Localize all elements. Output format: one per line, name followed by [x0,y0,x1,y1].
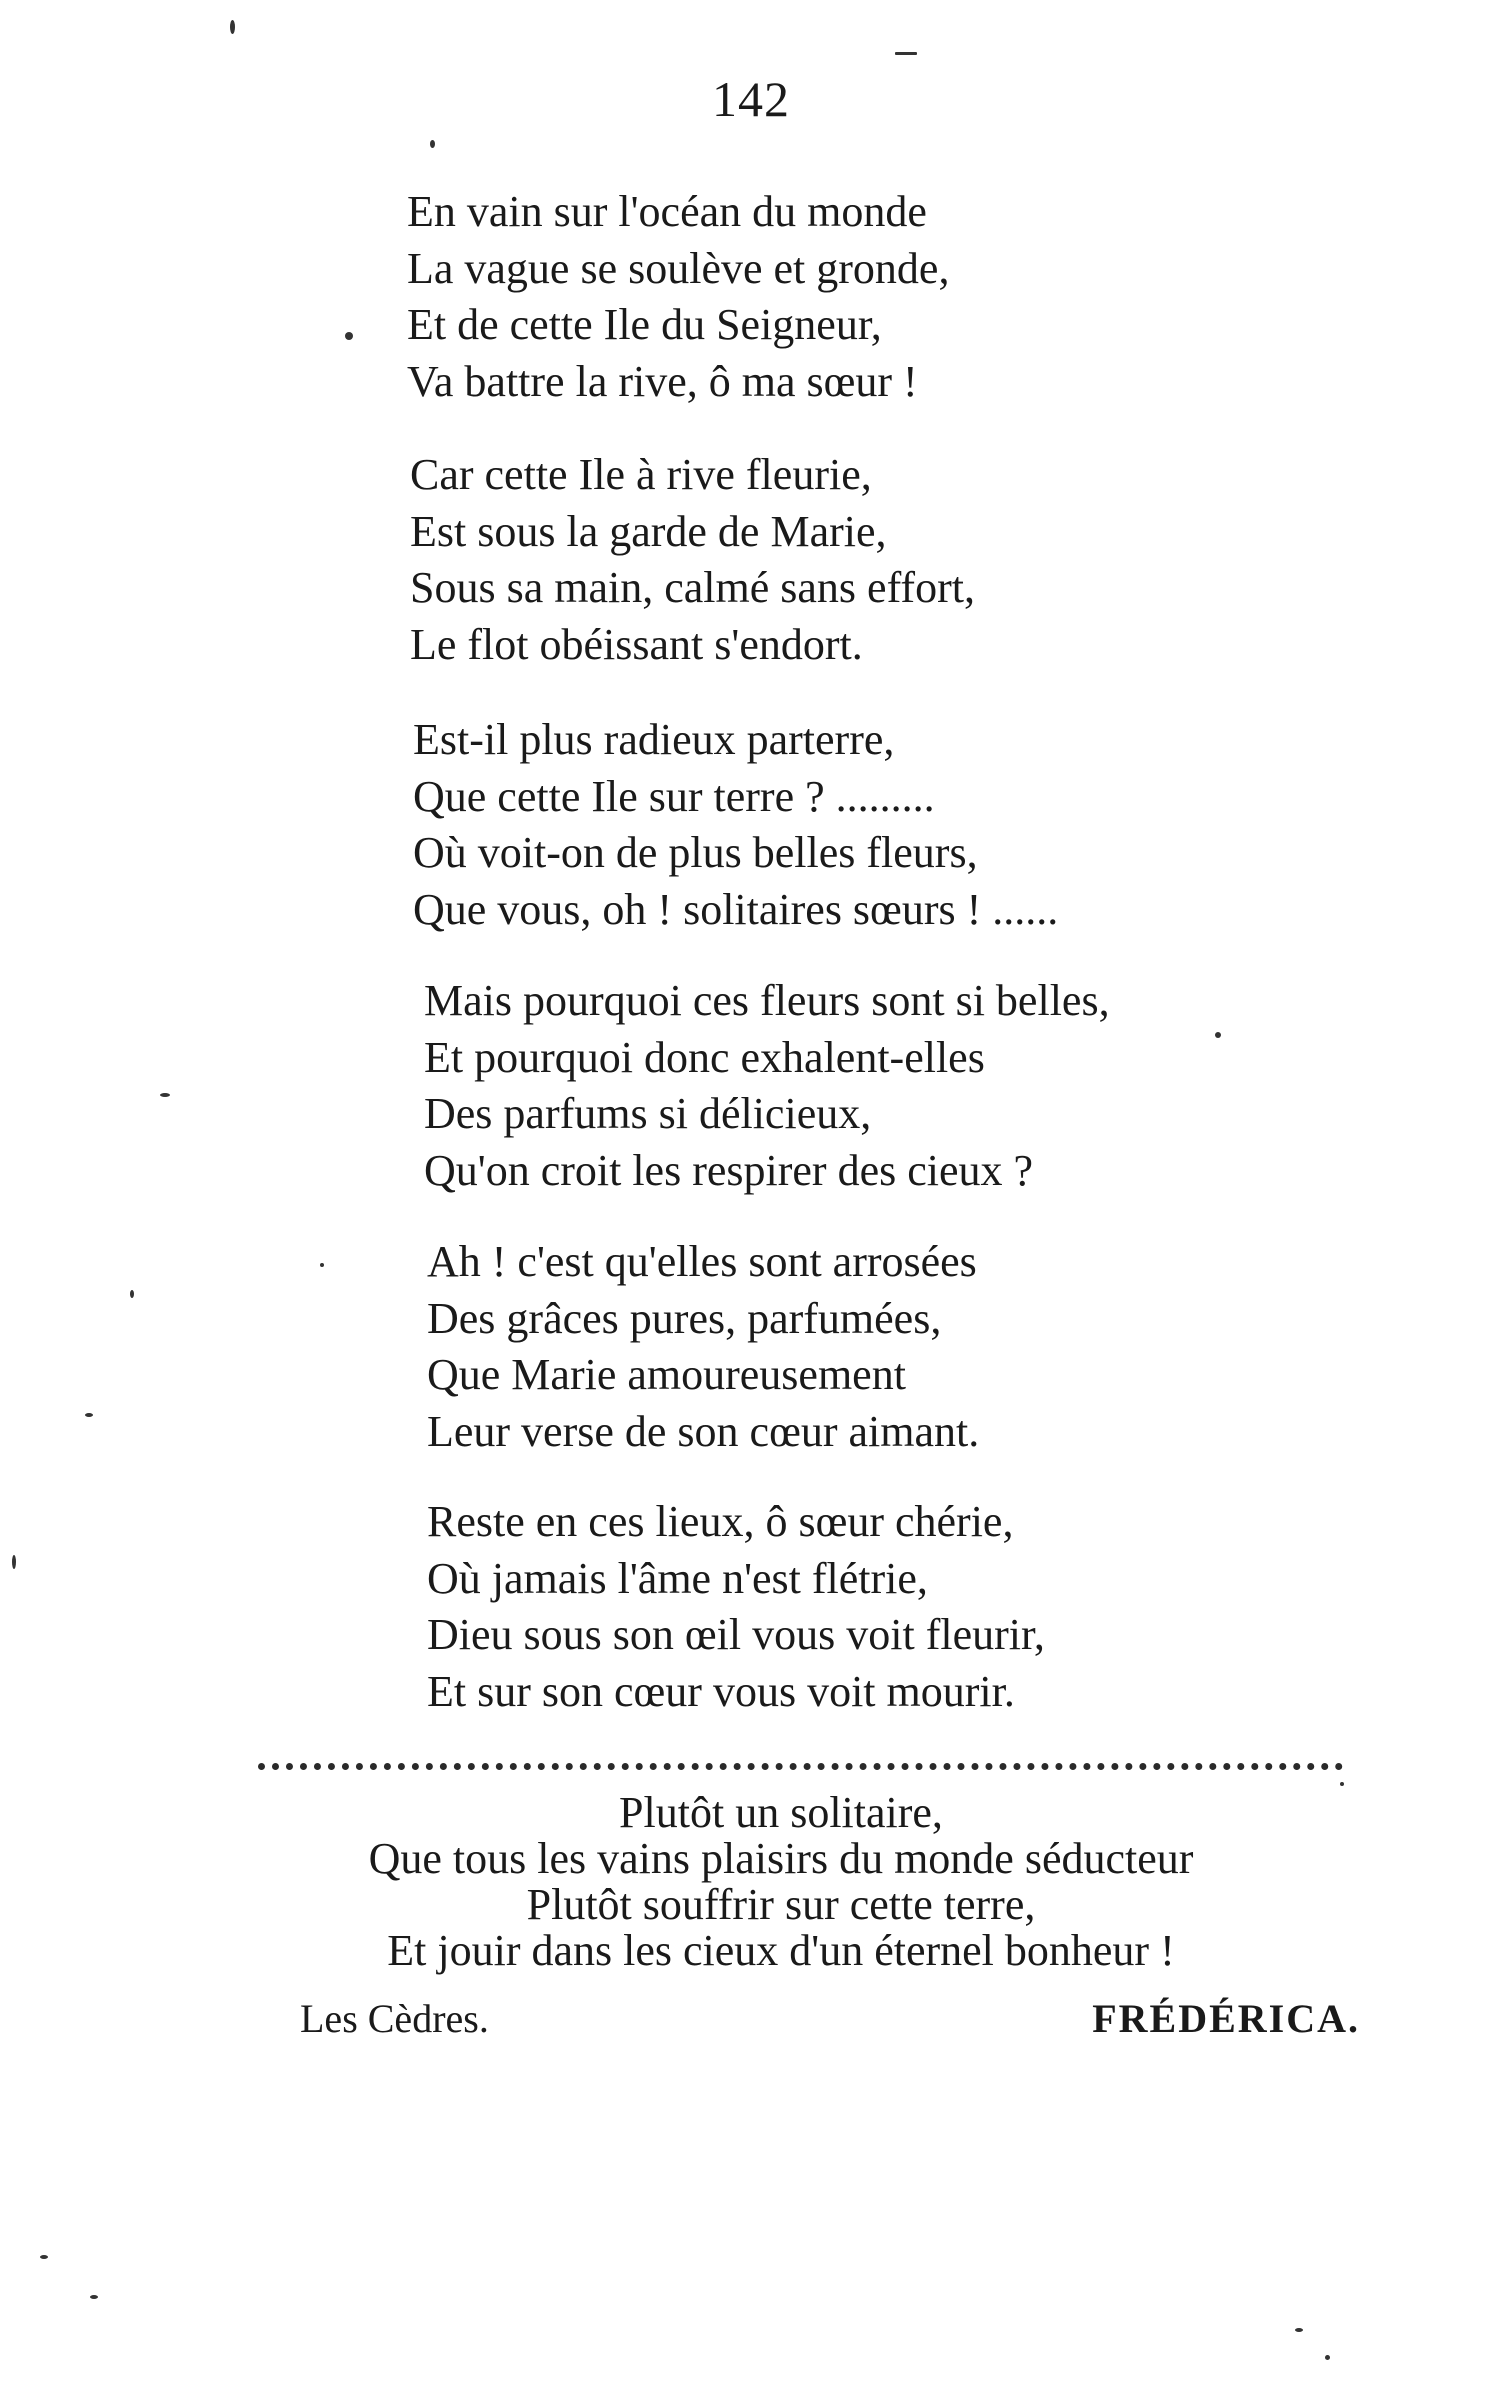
poem-line: Et pourquoi donc exhalent-elles [424,1032,985,1082]
scan-speck [320,1263,324,1267]
scan-speck [430,140,435,148]
poem-line: Ah ! c'est qu'elles sont arrosées [427,1237,977,1286]
scan-speck [90,2295,98,2299]
scan-speck [230,20,235,34]
scan-speck [1325,2355,1330,2360]
place-name: Les Cèdres. [300,1996,489,2041]
envoi-line: Plutôt souffrir sur cette terre, [526,1880,1036,1929]
poem-line: Car cette Ile à rive fleurie, [410,450,872,499]
poem-line: Que vous, oh ! solitaires sœurs ! ...... [413,884,1059,934]
scan-speck [345,332,353,340]
stanza-3 [413,712,1313,938]
envoi-line: Et jouir dans les cieux d'un éternel bonheur ! [387,1926,1175,1975]
poem-line: Et sur son cœur vous voit mourir. [427,1666,1015,1716]
poem-line: Que cette Ile sur terre ? ......... [413,771,935,821]
poem-line: En vain sur l'océan du monde [407,187,927,236]
scan-speck [1295,2328,1303,2332]
stanza-6 [427,1494,1327,1720]
envoi-line: Plutôt un solitaire, [619,1788,943,1837]
stanza-4 [424,973,1324,1199]
poem-line: Des parfums si délicieux, [424,1089,872,1138]
stanza-1 [407,184,1307,410]
poem-line: Où voit-on de plus belles fleurs, [413,828,978,877]
scan-speck [1340,1782,1344,1786]
poem-line: Qu'on croit les respirer des cieux ? [424,1145,1034,1195]
signature-row [300,1995,1360,2042]
poem-line: Est sous la garde de Marie, [410,506,887,556]
scan-speck [130,1290,134,1298]
poem-line: La vague se soulève et gronde, [407,243,950,293]
poem-line: Va battre la rive, ô ma sœur ! [407,356,918,406]
poem-line: Est-il plus radieux parterre, [413,715,895,764]
author-name: FRÉDÉRICA. [1092,1996,1360,2041]
poem-line: Mais pourquoi ces fleurs sont si belles, [424,976,1110,1025]
dotted-separator [258,1763,1343,1770]
poem-line: Des grâces pures, parfumées, [427,1293,942,1343]
scan-speck [160,1093,170,1097]
poem-line: Reste en ces lieux, ô sœur chérie, [427,1497,1014,1546]
scan-speck [1215,1032,1221,1038]
scan-speck [40,2255,48,2259]
stanza-5 [427,1234,1327,1460]
poem-line: Sous sa main, calmé sans effort, [410,563,975,612]
poem-line: Le flot obéissant s'endort. [410,619,863,669]
scan-speck [85,1413,93,1417]
envoi-line: Que tous les vains plaisirs du monde séducteur [368,1834,1194,1883]
poem-line: Où jamais l'âme n'est flétrie, [427,1553,928,1603]
poem-line: Et de cette Ile du Seigneur, [407,300,882,349]
poem-line: Leur verse de son cœur aimant. [427,1406,980,1456]
scan-speck [12,1555,16,1569]
poem-line: Que Marie amoureusement [427,1350,906,1399]
poem-line: Dieu sous son œil vous voit fleurir, [427,1610,1045,1659]
page-number: 142 [712,71,790,127]
stanza-2 [410,447,1310,673]
envoi [0,1790,1502,1974]
scan-speck [895,52,917,55]
